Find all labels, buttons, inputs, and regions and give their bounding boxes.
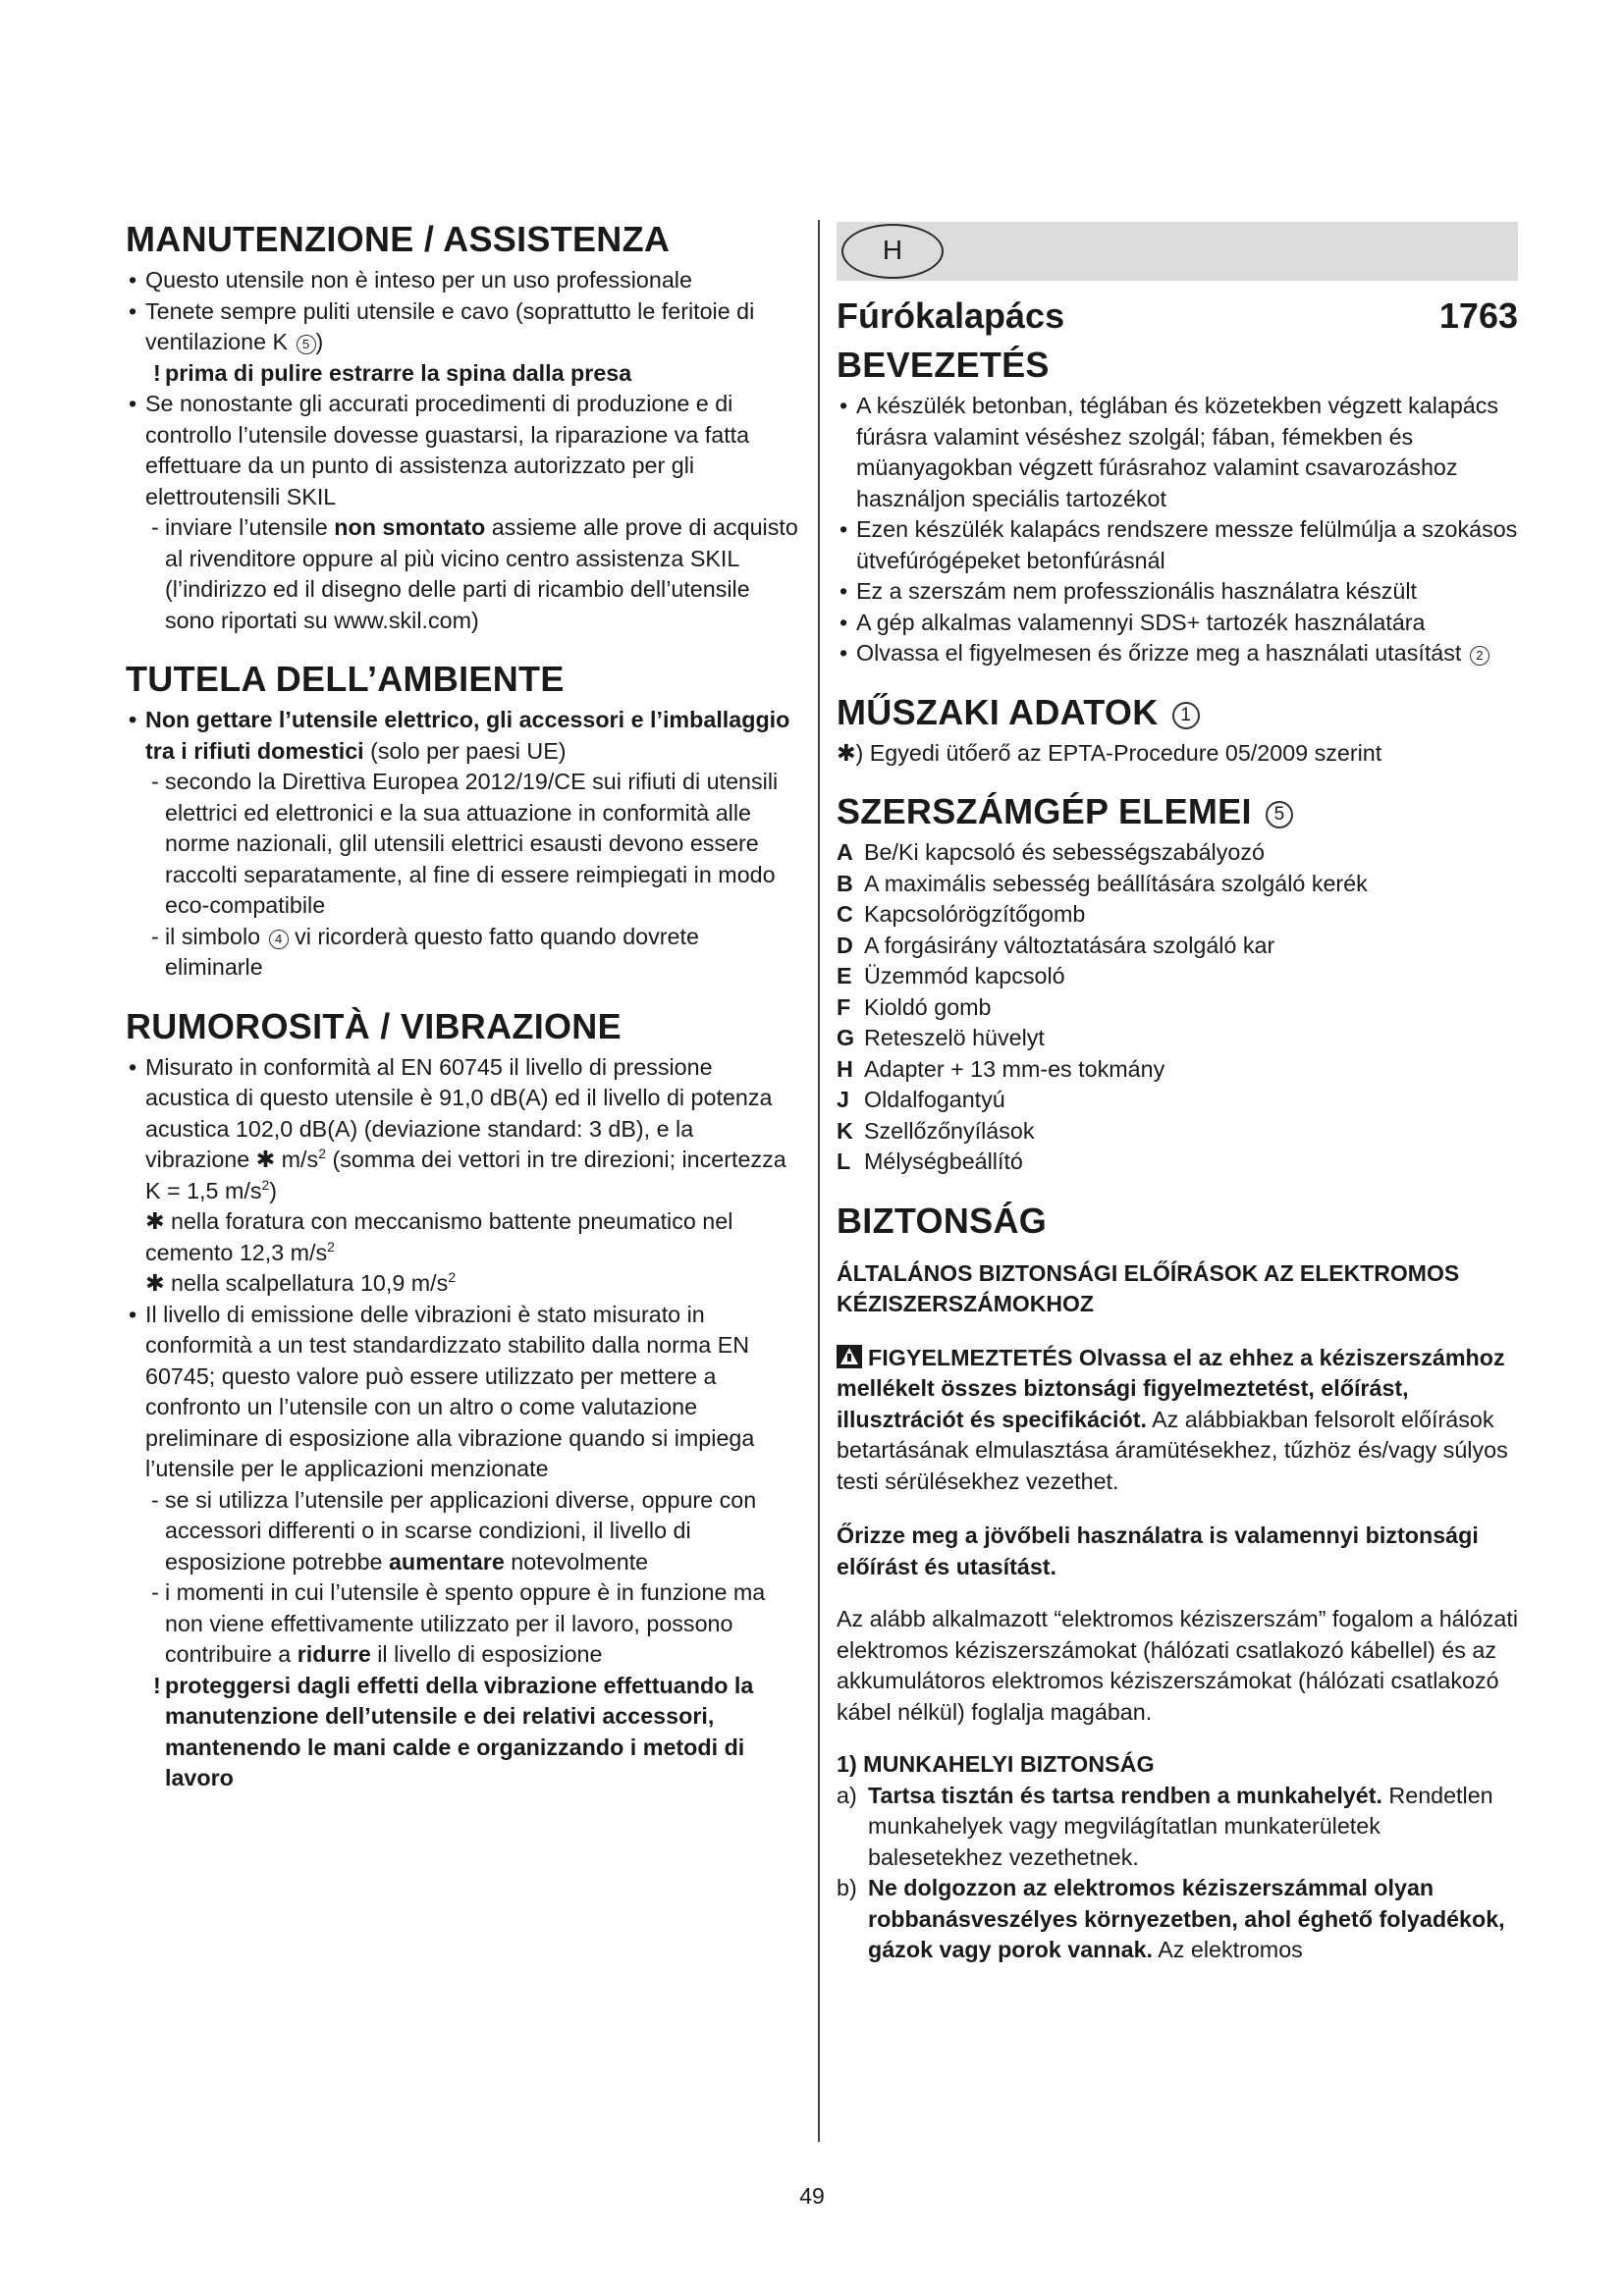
figure-ref: 5	[1266, 801, 1293, 828]
section-title: SZERSZÁMGÉP ELEMEI 5	[837, 790, 1518, 833]
part-key: A	[837, 839, 853, 865]
bullet-list	[837, 391, 1518, 669]
section-title: TUTELA DELL’AMBIENTE	[126, 659, 565, 699]
list-item: • Questo utensile non è inteso per un uso professionale	[126, 265, 799, 296]
part-label: A maximális sebesség beállítására szolgáló kerék	[864, 870, 1368, 896]
parts-list	[837, 837, 1518, 1178]
model-number: 1763	[1438, 295, 1518, 336]
part-label: Mélységbeállító	[864, 1148, 1023, 1174]
part-label: Kioldó gomb	[864, 993, 992, 1020]
bullet-list	[126, 265, 799, 358]
list-item: • Misurato in conformità al EN 60745 il livello di pressione acustica di questo utensile è 91,0 dB(A) ed il livello di potenza acustica 102,0 dB(A) (deviazione standard: 3 dB), e la vibrazione ✱ $m/s^2$ (somma dei vettori in tre direzioni; incertezza K = 1,5 $m/s^2$)	[126, 1052, 799, 1207]
list-item: • Tenete sempre puliti utensile e cavo (soprattutto le feritoie di ventilazione K 5 )	[126, 296, 799, 358]
figure-ref: 1	[1172, 702, 1200, 729]
list-item: • Non gettare l’utensile elettrico, gli accessori e l’imballaggio tra i rifiuti domestici (solo per paesi UE)	[126, 705, 799, 767]
section-muszaki	[837, 691, 1518, 770]
part-key: J	[837, 1087, 849, 1112]
list-item: • Se nonostante gli accurati procedimenti di produzione e di controllo l’utensile dovesse guastarsi, la riparazione va fatta effettuare da un punto di assistenza autorizzato per gli elettroutensili SKIL	[126, 389, 799, 512]
section-title: RUMOROSITÀ / VIBRAZIONE	[126, 1005, 622, 1046]
right-column	[837, 218, 1518, 1966]
part-label: Oldalfogantyú	[864, 1087, 1005, 1112]
section-elemei	[837, 790, 1518, 1178]
list-item: • Il livello di emissione delle vibrazioni è stato misurato in conformità a un test standardizzato stabilito dalla norma EN 60745; questo valore può essere utilizzato per mettere a confronto un l’utensile con un altro o come valutazione preliminare di esposizione alla vibrazione quando si impiega l’utensile per le applicazioni menzionate	[126, 1300, 799, 1485]
section-tutela	[126, 658, 799, 984]
parts-list-item	[837, 1147, 1518, 1178]
figure-ref: 4	[269, 930, 289, 949]
parts-list-item	[837, 837, 1518, 869]
sub-item: - secondo la Direttiva Europea 2012/19/CE sui rifiuti di utensili elettrici ed elettronici e la sua attuazione in conformità alle norme nazionali, glil utensili elettrici esausti devono essere raccolti separatamente, al fine di essere reimpiegati in modo eco-compatibile	[126, 767, 799, 922]
part-label: Adapter + 13 mm-es tokmány	[864, 1055, 1165, 1082]
parts-list-item	[837, 869, 1518, 900]
part-label: Kapcsolórögzítőgomb	[864, 901, 1086, 927]
parts-list-item	[837, 961, 1518, 992]
part-key: D	[837, 932, 853, 958]
sub-item: - se si utilizza l’utensile per applicazioni diverse, oppure con accessori differenti o in scarse condizioni, il livello di esposizione potrebbe aumentare notevolmente	[126, 1485, 799, 1578]
part-key: L	[837, 1148, 851, 1174]
sub-item: - i momenti in cui l’utensile è spento oppure è in funzione ma non viene effettivamente utilizzato per il lavoro, possono contribuire a ridurre il livello di esposizione	[126, 1577, 799, 1671]
section-manutenzione	[126, 218, 799, 636]
parts-list-item	[837, 1085, 1518, 1116]
bullet-list	[126, 705, 799, 767]
sub-item: - il simbolo 4 vi ricorderà questo fatto quando dovrete eliminarle	[126, 922, 799, 984]
bullet-list	[126, 1300, 799, 1485]
list-item: • Ez a szerszám nem professzionális használatra készült	[837, 576, 1518, 608]
numbered-item: a) Tartsa tisztán és tartsa rendben a munkahelyét. Rendetlen munkahelyek vagy megvilágítatlan munkaterületek balesetekhez vezethetnek.	[837, 1782, 1493, 1870]
bullet-list	[126, 389, 799, 512]
part-label: Reteszelö hüvelyt	[864, 1025, 1045, 1050]
parts-list-item	[837, 1023, 1518, 1054]
section-bevezetes	[837, 344, 1518, 669]
part-key: K	[837, 1117, 853, 1144]
list-item: • A gép alkalmas valamennyi SDS+ tartozék használatára	[837, 608, 1518, 639]
left-column	[126, 218, 799, 1794]
list-item: • A készülék betonban, téglában és közetekben végzett kalapács fúrásra valamint véséshez szolgál; fában, fémekben és müanyagokban végzett fúrásrahoz valamint csavarozáshoz használjon speciális tartozékot	[837, 391, 1518, 514]
product-name: Fúrókalapács	[837, 295, 1065, 336]
part-label: A forgásirány változtatására szolgáló kar	[864, 932, 1275, 958]
star-note: ✱ nella scalpellatura 10,9 $m/s^2$	[145, 1269, 457, 1296]
parts-list-item	[837, 992, 1518, 1024]
warning-icon	[837, 1345, 862, 1368]
footnote: ✱) Egyedi ütőerő az EPTA-Procedure 05/2009 szerint	[837, 739, 1382, 766]
part-label: Szellőzőnyílások	[864, 1117, 1035, 1144]
language-badge: H	[841, 224, 944, 279]
figure-ref: 2	[1470, 646, 1489, 666]
figure-ref: 5	[297, 335, 316, 354]
parts-list-item	[837, 1054, 1518, 1086]
column-divider	[818, 220, 820, 2142]
bullet-list	[126, 1052, 799, 1207]
section-title: MŰSZAKI ADATOK 1	[837, 691, 1518, 734]
warning-note: ! prima di pulire estrarre la spina dalla presa	[126, 358, 799, 390]
parts-list-item	[837, 931, 1518, 962]
subsection-heading: 1) MUNKAHELYI BIZTONSÁG	[837, 1751, 1155, 1777]
warning-paragraph: FIGYELMEZTETÉS Olvassa el az ehhez a kéziszerszámhoz mellékelt összes biztonsági figyelmeztetést, előírást, illusztrációt és specifikációt. Az alábbiakban felsorolt előírások betartásának elmulasztása áramütésekhez, tűzhöz és/vagy súlyos testi sérülésekhez vezethet.	[837, 1344, 1508, 1494]
part-label: Üzemmód kapcsoló	[864, 963, 1065, 988]
part-key: H	[837, 1055, 853, 1082]
section-rumorosita	[126, 1005, 799, 1794]
page-number: 49	[799, 2183, 825, 2209]
sub-item: - inviare l’utensile non smontato assieme alle prove di acquisto al rivenditore oppure al più vicino centro assistenza SKIL (l’indirizzo ed il disegno delle parti di ricambio dell’utensile sono riportati su www.skil.com)	[126, 512, 799, 636]
subsection-title: ÁLTALÁNOS BIZTONSÁGI ELŐÍRÁSOK AZ ELEKTROMOS KÉZISZERSZÁMOKHOZ	[837, 1259, 1460, 1316]
section-title: MANUTENZIONE / ASSISTENZA	[126, 219, 671, 259]
list-item: • Ezen készülék kalapács rendszere messze felülmúlja a szokásos ütvefúrógépeket betonfúrásnál	[837, 514, 1518, 576]
language-bar	[837, 222, 1518, 281]
part-label: Be/Ki kapcsoló és sebességszabályozó	[864, 839, 1265, 865]
section-biztonsag	[837, 1200, 1518, 1966]
parts-list-item	[837, 1116, 1518, 1148]
part-key: F	[837, 993, 851, 1020]
section-title: BEVEZETÉS	[837, 345, 1050, 385]
keep-instructions: Őrizze meg a jövőbeli használatra is valamennyi biztonsági előírást és utasítást.	[837, 1522, 1479, 1579]
numbered-item: b) Ne dolgozzon az elektromos kéziszerszámmal olyan robbanásveszélyes környezetben, ahol éghető folyadékok, gázok vagy porok vannak. Az elektromos	[837, 1875, 1505, 1962]
section-title: BIZTONSÁG	[837, 1200, 1048, 1241]
star-note: ✱ nella foratura con meccanismo battente pneumatico nel cemento 12,3 $m/s^2$	[145, 1208, 733, 1265]
part-key: C	[837, 901, 853, 927]
part-key: G	[837, 1025, 855, 1050]
part-key: B	[837, 870, 853, 896]
part-key: E	[837, 963, 852, 988]
product-title-row	[837, 294, 1518, 338]
parts-list-item	[837, 899, 1518, 931]
list-item: • Olvassa el figyelmesen és őrizze meg a használati utasítást 2	[837, 638, 1518, 669]
definition-paragraph: Az alább alkalmazott “elektromos kéziszerszám” fogalom a hálózati elektromos kéziszerszámokat (hálózati csatlakozó kábellel) és az akkumulátoros elektromos kéziszerszámokat (hálózati csatlakozó kábel nélkül) foglalja magában.	[837, 1606, 1519, 1725]
warning-note: ! proteggersi dagli effetti della vibrazione effettuando la manutenzione dell’utensile e dei relativi accessori, mantenendo le mani calde e organizzando i metodi di lavoro	[126, 1671, 799, 1794]
